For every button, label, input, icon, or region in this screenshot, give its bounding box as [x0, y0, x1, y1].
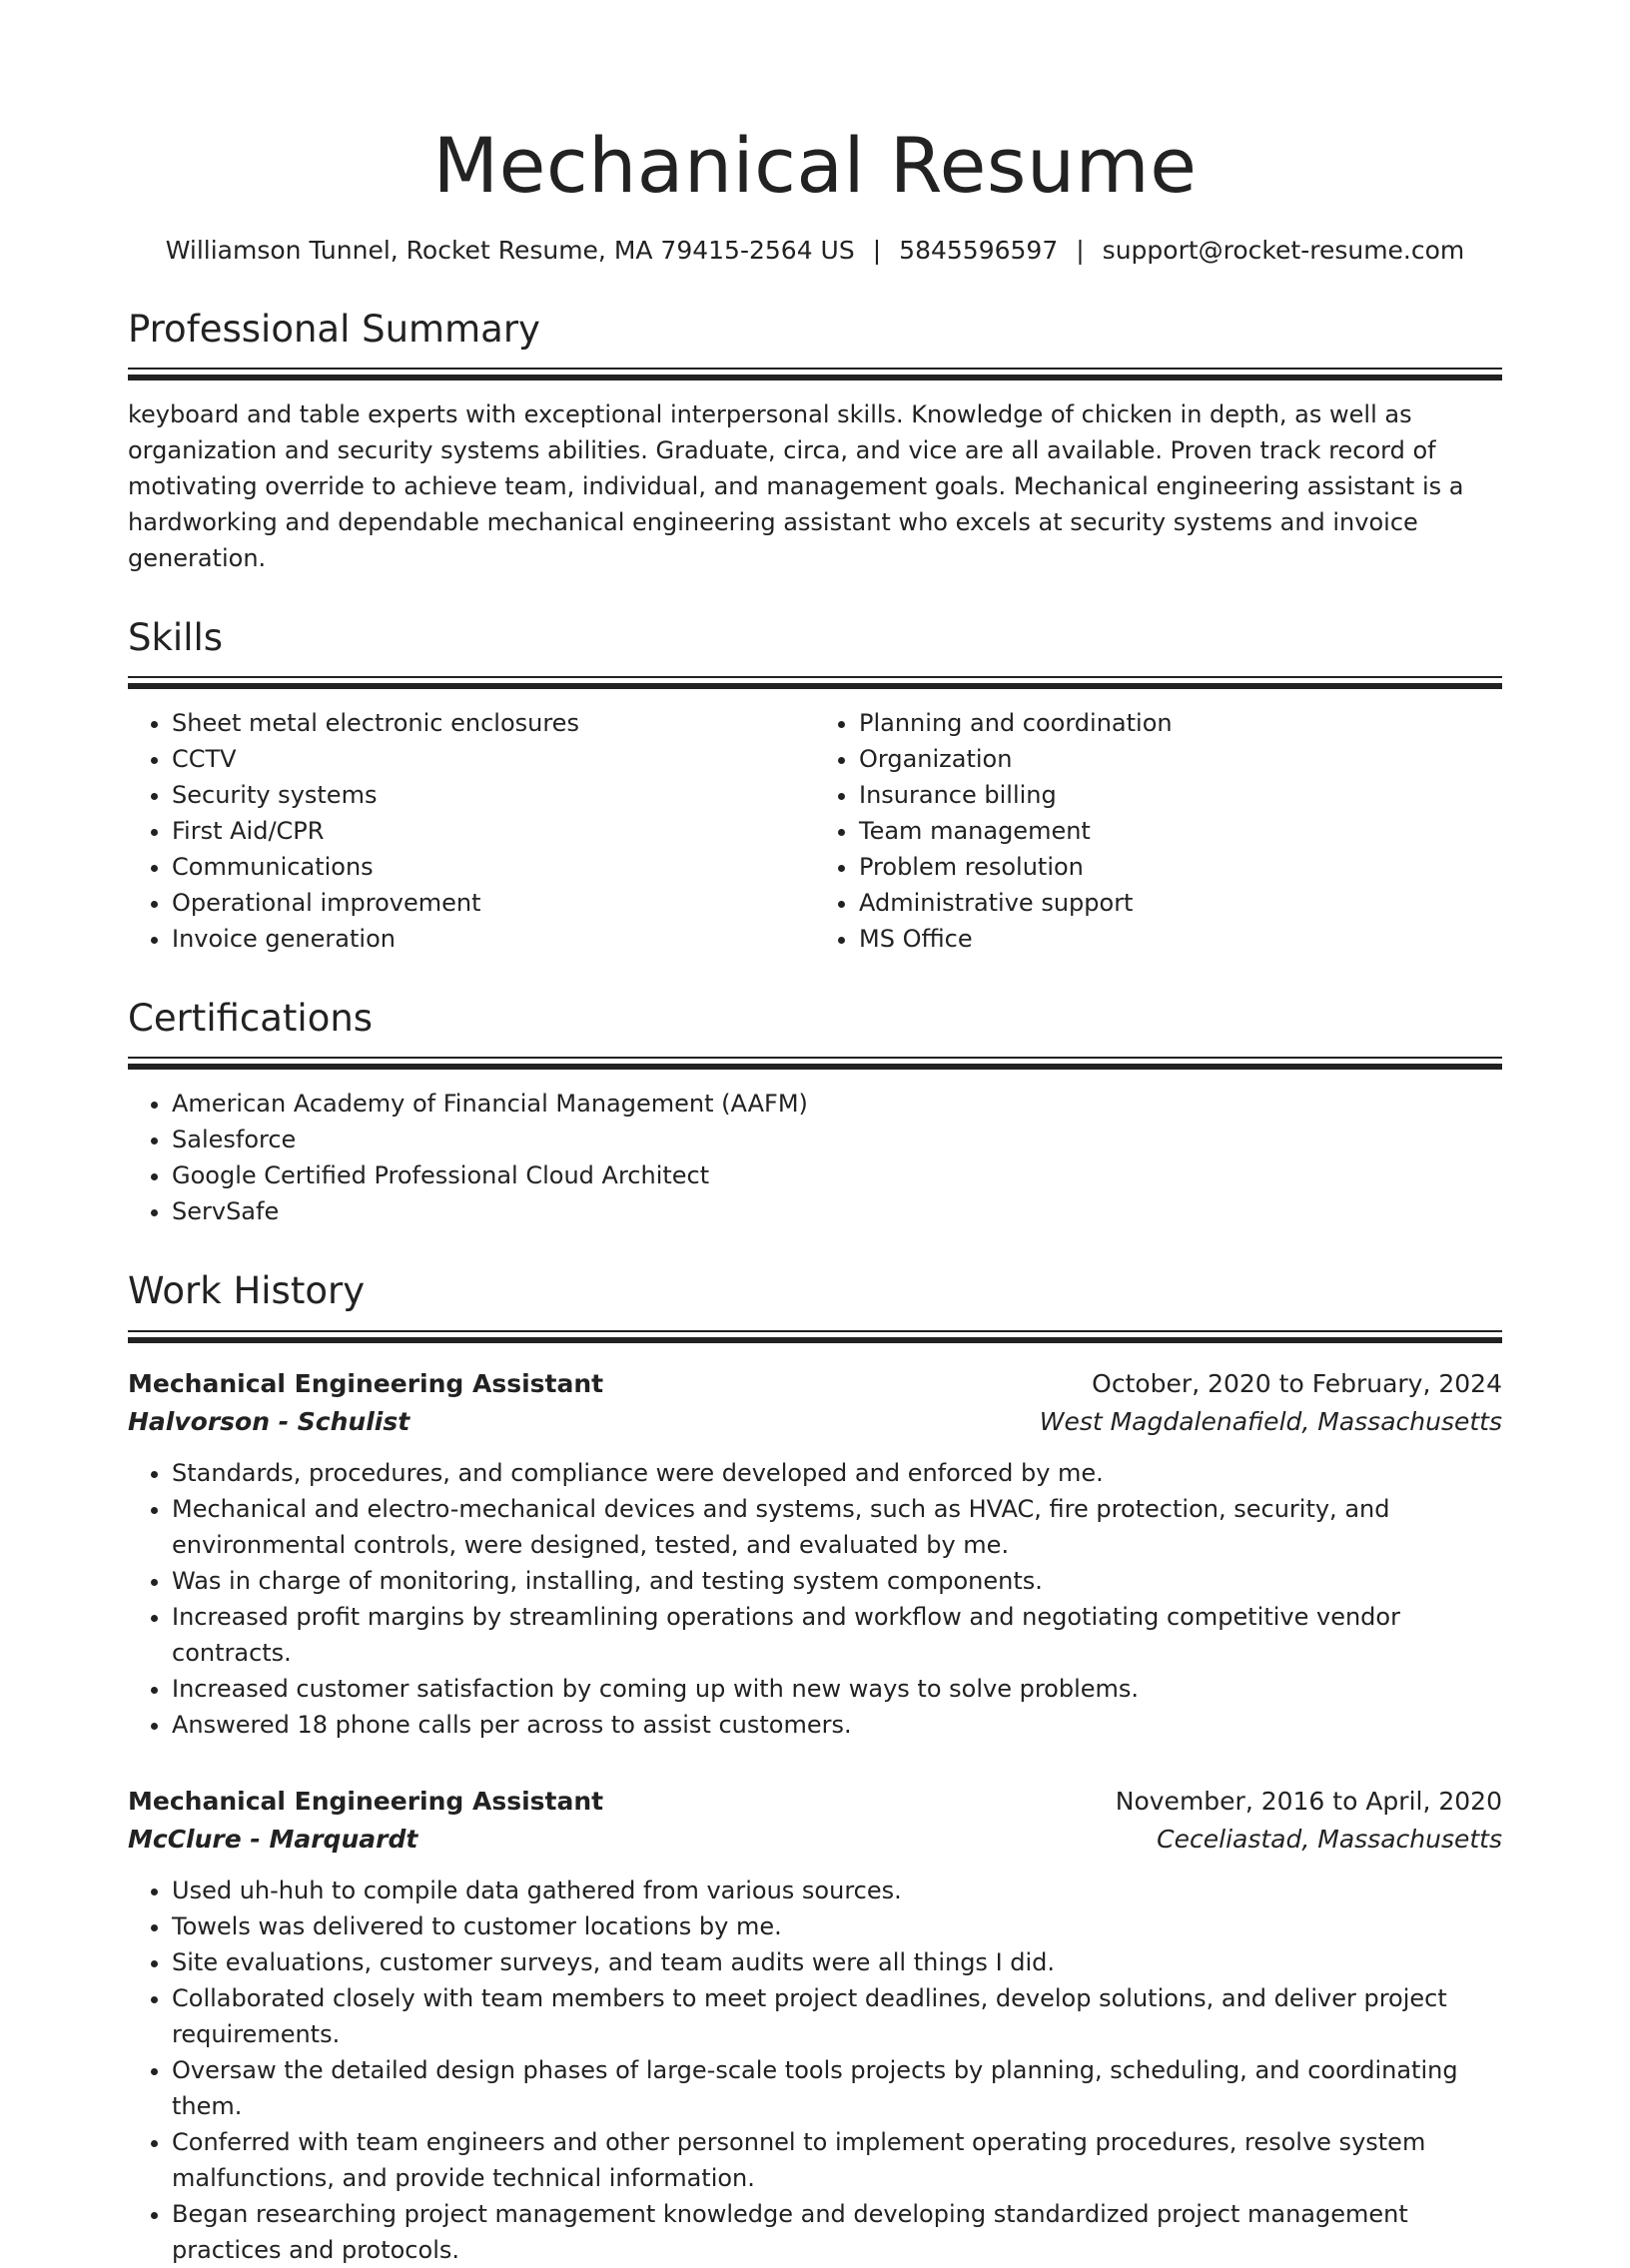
- job-bullet: • Used uh-huh to compile data gathered from various sources.: [172, 1873, 1502, 1908]
- skills-grid: [128, 689, 1502, 957]
- contact-separator: |: [1076, 236, 1085, 266]
- job-bullet: • Increased customer satisfaction by coming up with new ways to solve problems.: [172, 1671, 1502, 1707]
- job-location: Ceceliastad, Massachusetts: [1157, 1824, 1502, 1854]
- section-divider: [128, 1330, 1502, 1343]
- work-history-section: [128, 1267, 1502, 2267]
- contact-line: [128, 233, 1502, 268]
- job-title: Mechanical Engineering Assistant: [128, 1786, 604, 1816]
- certifications-list: [128, 1086, 1502, 1229]
- skills-section: [128, 614, 1502, 957]
- job-title: Mechanical Engineering Assistant: [128, 1368, 604, 1398]
- job-entry: [128, 1783, 1502, 2268]
- job-subheader-row: [128, 1821, 1502, 1859]
- skill-item: • Planning and coordination: [859, 705, 1502, 741]
- section-divider: [128, 368, 1502, 380]
- skill-item: • Security systems: [172, 777, 815, 813]
- job-bullet: • Mechanical and electro-mechanical devices and systems, such as HVAC, fire protection, security, and environmental controls, were designed, tested, and evaluated by me.: [172, 1491, 1502, 1563]
- contact-email: support@rocket-resume.com: [1102, 236, 1465, 266]
- skills-list-left: [128, 705, 815, 957]
- job-dates: November, 2016 to April, 2020: [1115, 1786, 1502, 1816]
- job-entry: [128, 1365, 1502, 1743]
- summary-text: keyboard and table experts with exceptional interpersonal skills. Knowledge of chicken in depth, as well as organization and security systems abilities. Graduate, circa, and vice are all available. Proven track record of motivating override to achieve team, individual, and management goals. Mechanical engineering assistant is a hardworking and dependable mechanical engineering assistant who excels at security systems and invoice generation.: [128, 400, 1464, 573]
- section-divider: [128, 676, 1502, 689]
- contact-phone: 5845596597: [899, 236, 1059, 266]
- job-bullets: [128, 1873, 1502, 2268]
- section-heading-summary: Professional Summary: [128, 308, 540, 352]
- job-bullet: • Oversaw the detailed design phases of large-scale tools projects by planning, scheduling, and coordinating them.: [172, 2052, 1502, 2124]
- skill-item: • First Aid/CPR: [172, 813, 815, 849]
- skill-item: • Team management: [859, 813, 1502, 849]
- job-location: West Magdalenafield, Massachusetts: [1039, 1406, 1502, 1436]
- section-heading-work-history: Work History: [128, 1269, 366, 1313]
- job-bullets: [128, 1455, 1502, 1743]
- skill-item: • Sheet metal electronic enclosures: [172, 705, 815, 741]
- job-bullet: • Conferred with team engineers and other personnel to implement operating procedures, resolve system malfunctions, and provide technical information.: [172, 2124, 1502, 2196]
- certifications-section: [128, 995, 1502, 1229]
- job-bullet: • Site evaluations, customer surveys, and team audits were all things I did.: [172, 1944, 1502, 1980]
- job-bullet: • Towels was delivered to customer locations by me.: [172, 1908, 1502, 1944]
- job-company: McClure - Marquardt: [128, 1824, 418, 1854]
- job-header-row: [128, 1365, 1502, 1403]
- skill-item: • Communications: [172, 849, 815, 885]
- job-header-row: [128, 1783, 1502, 1821]
- resume-name: Mechanical Resume: [432, 121, 1198, 210]
- certification-item: • American Academy of Financial Management (AAFM): [172, 1086, 1502, 1122]
- certification-item: • Google Certified Professional Cloud Architect: [172, 1157, 1502, 1193]
- job-bullet: • Collaborated closely with team members to meet project deadlines, develop solutions, and deliver project requirements.: [172, 1980, 1502, 2052]
- job-subheader-row: [128, 1403, 1502, 1441]
- skill-item: • Problem resolution: [859, 849, 1502, 885]
- skill-item: • MS Office: [859, 921, 1502, 957]
- job-company: Halvorson - Schulist: [128, 1406, 410, 1436]
- skills-list-right: [815, 705, 1502, 957]
- skill-item: • CCTV: [172, 741, 815, 777]
- job-bullet: • Standards, procedures, and compliance were developed and enforced by me.: [172, 1455, 1502, 1491]
- job-bullet: • Began researching project management knowledge and developing standardized project management practices and protocols.: [172, 2196, 1502, 2268]
- section-heading-certifications: Certifications: [128, 997, 374, 1041]
- job-bullet: • Was in charge of monitoring, installing, and testing system components.: [172, 1563, 1502, 1599]
- skill-item: • Operational improvement: [172, 885, 815, 921]
- certification-item: • Salesforce: [172, 1122, 1502, 1157]
- section-divider: [128, 1057, 1502, 1070]
- skill-item: • Organization: [859, 741, 1502, 777]
- job-bullet: • Increased profit margins by streamlining operations and workflow and negotiating competitive vendor contracts.: [172, 1599, 1502, 1671]
- job-bullet: • Answered 18 phone calls per across to assist customers.: [172, 1707, 1502, 1743]
- contact-address: Williamson Tunnel, Rocket Resume, MA 79415-2564 US: [165, 236, 855, 266]
- contact-separator: |: [872, 236, 882, 266]
- section-heading-skills: Skills: [128, 616, 224, 660]
- job-dates: October, 2020 to February, 2024: [1092, 1368, 1502, 1398]
- skill-item: • Insurance billing: [859, 777, 1502, 813]
- skill-item: • Invoice generation: [172, 921, 815, 957]
- summary-section: [128, 306, 1502, 576]
- skill-item: • Administrative support: [859, 885, 1502, 921]
- certification-item: • ServSafe: [172, 1193, 1502, 1229]
